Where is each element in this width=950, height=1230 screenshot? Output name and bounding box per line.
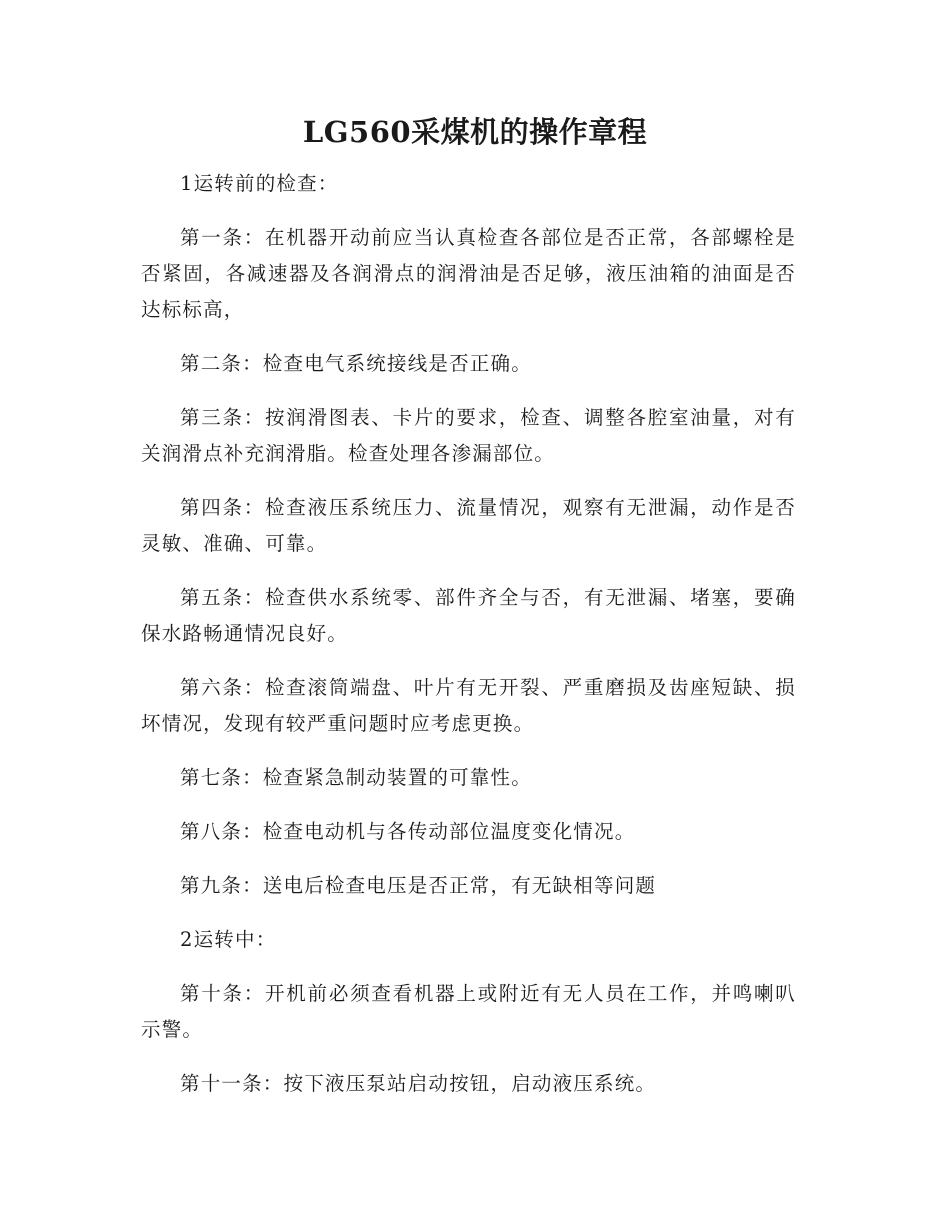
article-6: 第六条：检查滚筒端盘、叶片有无开裂、严重磨损及齿座短缺、损坏情况，发现有较严重问题时应考虑更换。 bbox=[141, 676, 796, 735]
article-7: 第七条：检查紧急制动装置的可靠性。 bbox=[180, 766, 532, 789]
document-title: LG560采煤机的操作章程 bbox=[302, 115, 648, 149]
article-3: 第三条：按润滑图表、卡片的要求，检查、调整各腔室油量，对有关润滑点补充润滑脂。检查处理各渗漏部位。 bbox=[141, 406, 796, 465]
article-11: 第十一条：按下液压泵站启动按钮，启动液压系统。 bbox=[180, 1072, 657, 1095]
article-1: 第一条：在机器开动前应当认真检查各部位是否正常，各部螺栓是否紧固，各减速器及各润滑点的润滑油是否足够，液压油箱的油面是否达标标高， bbox=[141, 226, 796, 321]
section-heading-during-operation: 2运转中： bbox=[180, 928, 277, 951]
article-8: 第八条：检查电动机与各传动部位温度变化情况。 bbox=[180, 820, 636, 843]
article-2: 第二条：检查电气系统接线是否正确。 bbox=[180, 352, 532, 375]
article-4: 第四条：检查液压系统压力、流量情况，观察有无泄漏，动作是否灵敏、准确、可靠。 bbox=[141, 496, 796, 555]
document-body bbox=[141, 166, 796, 1120]
article-9: 第九条：送电后检查电压是否正常，有无缺相等问题 bbox=[180, 874, 657, 897]
article-10: 第十条：开机前必须查看机器上或附近有无人员在工作，并鸣喇叭示警。 bbox=[141, 982, 796, 1041]
section-heading-before-operation: 1运转前的检查： bbox=[180, 172, 339, 195]
article-5: 第五条：检查供水系统零、部件齐全与否，有无泄漏、堵塞，要确保水路畅通情况良好。 bbox=[141, 586, 796, 645]
